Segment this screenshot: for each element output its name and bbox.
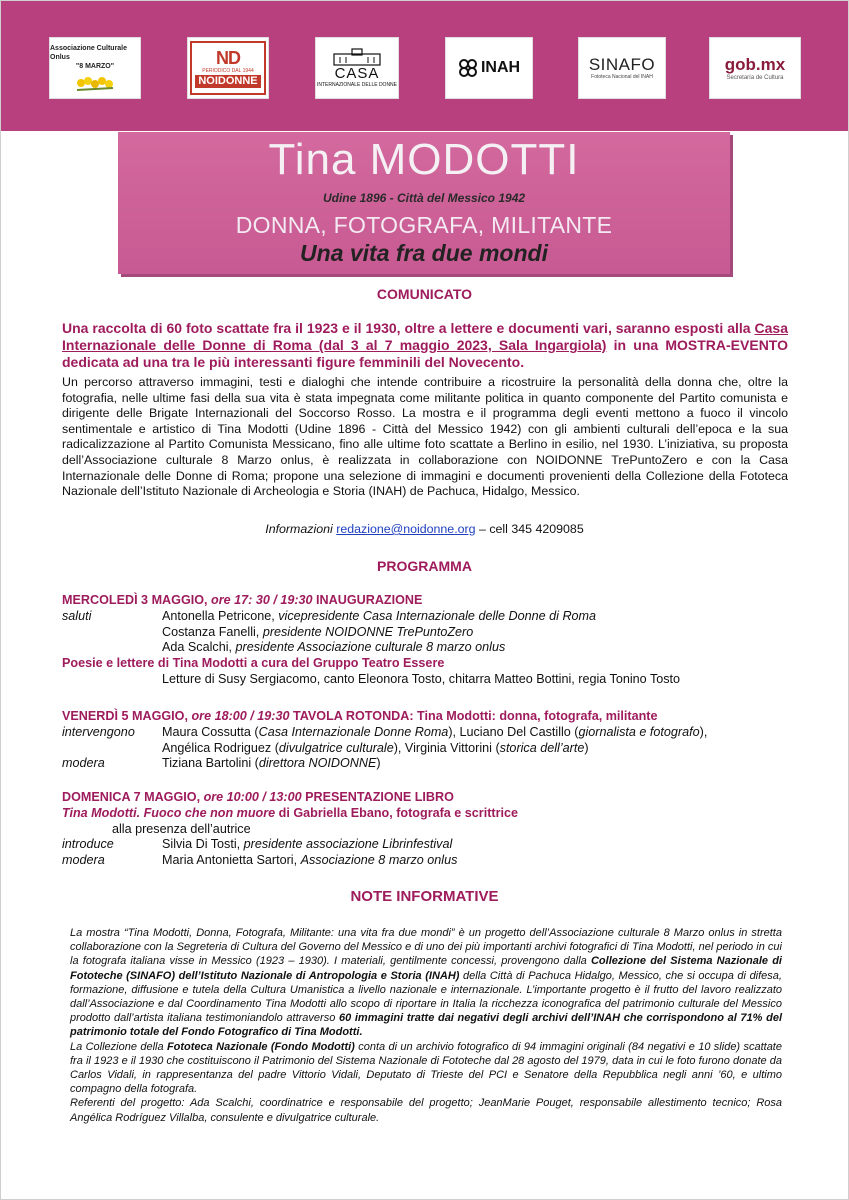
building-icon xyxy=(332,48,382,66)
day1-speaker-2: Costanza Fanelli, xyxy=(162,624,263,639)
program-day-3 xyxy=(62,790,802,869)
notes-text: La mostra “Tina Modotti, Donna, Fotografa, Militante: una vita fra due mondi” è un progetto dell’Associazione culturale 8 Marzo onlus in stretta collaborazione con la Segreteria di Cultura del Governo del Messico e di uno dei più importanti archivi fotografici di Tina Modotti, nel periodo in cui la fotografa italiana visse in Messico (1923 – 1930). I materiali, gentilmente concessi, provengono dalla xyxy=(70,927,782,968)
day2-row-2 xyxy=(62,741,802,757)
programma-heading: PROGRAMMA xyxy=(377,558,472,574)
comunicato-heading: COMUNICATO xyxy=(376,286,473,302)
banner-dates: Udine 1896 - Città del Messico 1942 xyxy=(322,191,526,205)
day3-key-modera: modera xyxy=(62,853,105,868)
day3-role-2: Associazione 8 marzo onlus xyxy=(300,853,458,868)
day3-book-title: Tina Modotti. Fuoco che non muore xyxy=(62,805,276,820)
day1-header xyxy=(62,593,802,609)
day1-role-2: presidente NOIDONNE TrePuntoZero xyxy=(262,624,474,639)
lead-text-2: in una MOSTRA-EVENTO dedicata ad una tra le più interessanti figure femminili del Novecento. xyxy=(62,337,788,370)
day3-event: PRESENTAZIONE LIBRO xyxy=(301,790,454,804)
day3-speaker-1: Silvia Di Tosti, xyxy=(162,837,244,852)
logo-sinafo xyxy=(578,37,666,99)
day2-role: direttora NOIDONNE xyxy=(258,756,377,771)
notes-bold: Fototeca Nazionale (Fondo Modotti) xyxy=(166,1040,355,1053)
day1-speaker-3: Ada Scalchi, xyxy=(162,640,236,655)
day1-poetry-line: Letture di Susy Sergiacomo, canto Eleonora Tosto, chitarra Matteo Bottini, regia Tonino Tosto xyxy=(162,671,681,686)
day2-text: Tiziana Bartolini ( xyxy=(162,756,259,771)
lead-paragraph xyxy=(62,320,788,371)
day1-speaker-1: Antonella Petricone, xyxy=(162,608,279,623)
day1-row-3 xyxy=(62,640,802,656)
day2-row-1 xyxy=(62,725,802,741)
day2-text: ), xyxy=(699,724,708,739)
day1-date: MERCOLEDÌ 3 MAGGIO, xyxy=(62,593,212,607)
day3-presence: alla presenza dell’autrice xyxy=(112,821,251,836)
day3-book-line xyxy=(62,806,802,822)
logo-gob-sub: Secretaría de Cultura xyxy=(726,74,784,81)
inah-knot-icon xyxy=(458,58,478,78)
day2-role: Casa Internazionale Donne Roma xyxy=(258,724,449,739)
day3-time: ore 10:00 / 13:00 xyxy=(203,790,302,804)
notes-text: della Città di Pachuca Hidalgo, Messico, che si occupa di difesa, formazione, diffusione e tutela della Cultura Umanistica a livello nazionale e internazionale. L’importante progetto è il frutto del lavoro realizzato dall’Associazione e dal Coordinamento Tina Modotti allo scopo di riportare in Italia la ricchezza iconografica del patrimonio culturale del Messico prodotto dall’artista italiana testimoniandolo attraverso xyxy=(70,969,782,1025)
logo-8marzo-line2: "8 MARZO" xyxy=(75,62,115,70)
day1-role-1: vicepresidente Casa Internazionale delle Donne di Roma xyxy=(278,608,597,623)
day2-key-modera: modera xyxy=(62,756,105,771)
day3-book-author: di Gabriella Ebano, fotografa e scrittrice xyxy=(275,805,518,820)
day1-row-2 xyxy=(62,625,802,641)
logo-casa-name: CASA xyxy=(334,65,380,82)
logo-sinafo-sub: Fototeca Nacional del INAH xyxy=(591,73,653,80)
day1-time: ore 17: 30 / 19:30 xyxy=(211,593,313,607)
program-day-2 xyxy=(62,709,802,772)
program-day-1 xyxy=(62,593,802,688)
lead-text-1: Una raccolta di 60 foto scattate fra il 1923 e il 1930, oltre a lettere e documenti vari, saranno esposti alla xyxy=(62,320,755,336)
logo-associazione-8-marzo xyxy=(49,37,141,99)
logo-gob-mx xyxy=(709,37,801,99)
day2-role: storica dell’arte xyxy=(499,740,585,755)
logo-gob-name: gob.mx xyxy=(724,54,786,74)
body-paragraph: Un percorso attraverso immagini, testi e dialoghi che intende contribuire a ricostruire la personalità della donna che, oltre la fotografia, nelle ultime fasi della sua vita è stata impegnata come militante politica in quanto componente del Partito comunista e dirigente delle Brigate Internazionali del Soccorso Rosso. La mostra e il programma degli eventi mettono a fuoco il vincolo sentimentale e artistico di Tina Modotti (Udine 1896 - Città del Messico 1942) con gli ambienti culturali dell’epoca e la sua radicalizzazione al Partito Comunista Messicano, fino alle ultime foto scattate a Berlino in esilio, nel 1930. L’iniziativa, su proposta dell’Associazione culturale 8 Marzo onlus, è realizzata in collaborazione con NOIDONNE TrePuntoZero e con la Casa Internazionale delle Donne di Roma; propone una selezione di immagini e documenti provenienti della Collezione della Fototeca Nazionale dell’Istituto Nazionale di Archeologia e Storia (INAH) de Pachuca, Hidalgo, Messico. xyxy=(62,375,788,499)
logo-noidonne-name: NOIDONNE xyxy=(195,75,260,88)
info-phone: – cell 345 4209085 xyxy=(475,522,584,536)
day1-poetry-heading: Poesie e lettere di Tina Modotti a cura del Gruppo Teatro Essere xyxy=(62,656,445,671)
notes-body xyxy=(70,926,782,1125)
day3-date: DOMENICA 7 MAGGIO, xyxy=(62,790,204,804)
day3-row-1 xyxy=(62,837,802,853)
lead-venue: Casa Internazionale delle Donne di Roma (dal 3 al 7 maggio 2023, Sala Ingargiola) xyxy=(62,320,788,353)
notes-text: La Collezione della xyxy=(70,1040,167,1053)
title-banner xyxy=(118,132,730,274)
banner-subtitle: DONNA, FOTOGRAFA, MILITANTE xyxy=(235,212,613,238)
day2-header xyxy=(62,709,802,725)
notes-text: conta di un archivio fotografico di 94 immagini originali (84 negativi e 10 slide) scattate fra il 1923 e il 1930 che costituiscono il Patrimonio del Sistema Nazionale di Fototeche dal 28 agosto del 1979, data in cui le foto furono donate da Carlos Vidali, in rappresentanza del padre Vittorio Vidali, Deputato di Trieste del PCI e Senatore della Repubblica negli anni ’60, e ultimo compagno della fotografa. xyxy=(70,1040,782,1096)
day2-role: giornalista e fotografo xyxy=(578,724,700,739)
day1-role-3: presidente Associazione culturale 8 marzo onlus xyxy=(235,640,506,655)
logo-casa-sub: INTERNAZIONALE DELLE DONNE xyxy=(316,82,398,88)
logo-casa-internazionale xyxy=(315,37,399,99)
logo-sinafo-name: SINAFO xyxy=(588,54,656,74)
day1-key-saluti: saluti xyxy=(62,608,92,623)
day3-row-2 xyxy=(62,853,802,869)
notes-paragraph-3: Referenti del progetto: Ada Scalchi, coordinatrice e responsabile del progetto; JeanMarie Pouget, responsabile allestimento tecnico; Rosa Angélica Rodríguez Villalba, consulente e divulgatrice culturale. xyxy=(70,1097,782,1124)
day2-key-intervengono: intervengono xyxy=(62,724,135,739)
note-heading: NOTE INFORMATIVE xyxy=(350,888,499,905)
day2-event: TAVOLA ROTONDA: Tina Modotti: donna, fotografa, militante xyxy=(289,709,658,723)
day2-text: ), Virginia Vittorini ( xyxy=(393,740,500,755)
day2-text: ) xyxy=(584,740,589,755)
banner-title: Tina MODOTTI xyxy=(268,135,580,184)
day2-text: Maura Cossutta ( xyxy=(162,724,259,739)
day1-event: INAUGURAZIONE xyxy=(312,593,423,607)
notes-bold: Collezione del Sistema Nazionale di Fototeche (SINAFO) dell’Istituto Nazionale di Antropologia e Storia (INAH) xyxy=(70,955,782,982)
day2-text: ), Luciano Del Castillo ( xyxy=(448,724,579,739)
day2-role: divulgatrice culturale xyxy=(278,740,394,755)
day1-row-1 xyxy=(62,609,802,625)
logo-inah-name: INAH xyxy=(480,59,521,76)
info-email-link[interactable]: redazione@noidonne.org xyxy=(336,522,476,536)
day2-row-3 xyxy=(62,756,802,772)
day2-text: ) xyxy=(376,756,381,771)
logo-noidonne-small: PERIODICO DAL 1944 xyxy=(202,68,254,74)
logo-noidonne xyxy=(187,37,269,99)
day3-speaker-2: Maria Antonietta Sartori, xyxy=(162,853,301,868)
logo-8marzo-line1: Associazione Culturale Onlus xyxy=(50,44,128,61)
day2-text: Angélica Rodriguez ( xyxy=(162,740,279,755)
day1-row-4 xyxy=(62,672,802,688)
day3-key-introduce: introduce xyxy=(62,837,114,852)
day2-time: ore 18:00 / 19:30 xyxy=(191,709,290,723)
banner-tagline: Una vita fra due mondi xyxy=(300,240,548,266)
notes-paragraph-2 xyxy=(70,1040,782,1097)
logo-band xyxy=(1,1,848,131)
notes-paragraph-1 xyxy=(70,926,782,1040)
mimosa-icon xyxy=(73,75,117,93)
info-label: Informazioni xyxy=(265,522,337,536)
info-line xyxy=(0,522,849,536)
day3-header xyxy=(62,790,802,806)
notes-bold: 60 immagini tratte dai negativi degli archivi dell’INAH che corrispondono al 71% del patrimonio totale del Fondo Fotografico di Tina Modotti. xyxy=(70,1012,782,1039)
logo-noidonne-nd: ND xyxy=(216,48,240,68)
day3-role-1: presidente associazione Librinfestival xyxy=(243,837,453,852)
logo-inah xyxy=(445,37,533,99)
day2-date: VENERDÌ 5 MAGGIO, xyxy=(62,709,192,723)
